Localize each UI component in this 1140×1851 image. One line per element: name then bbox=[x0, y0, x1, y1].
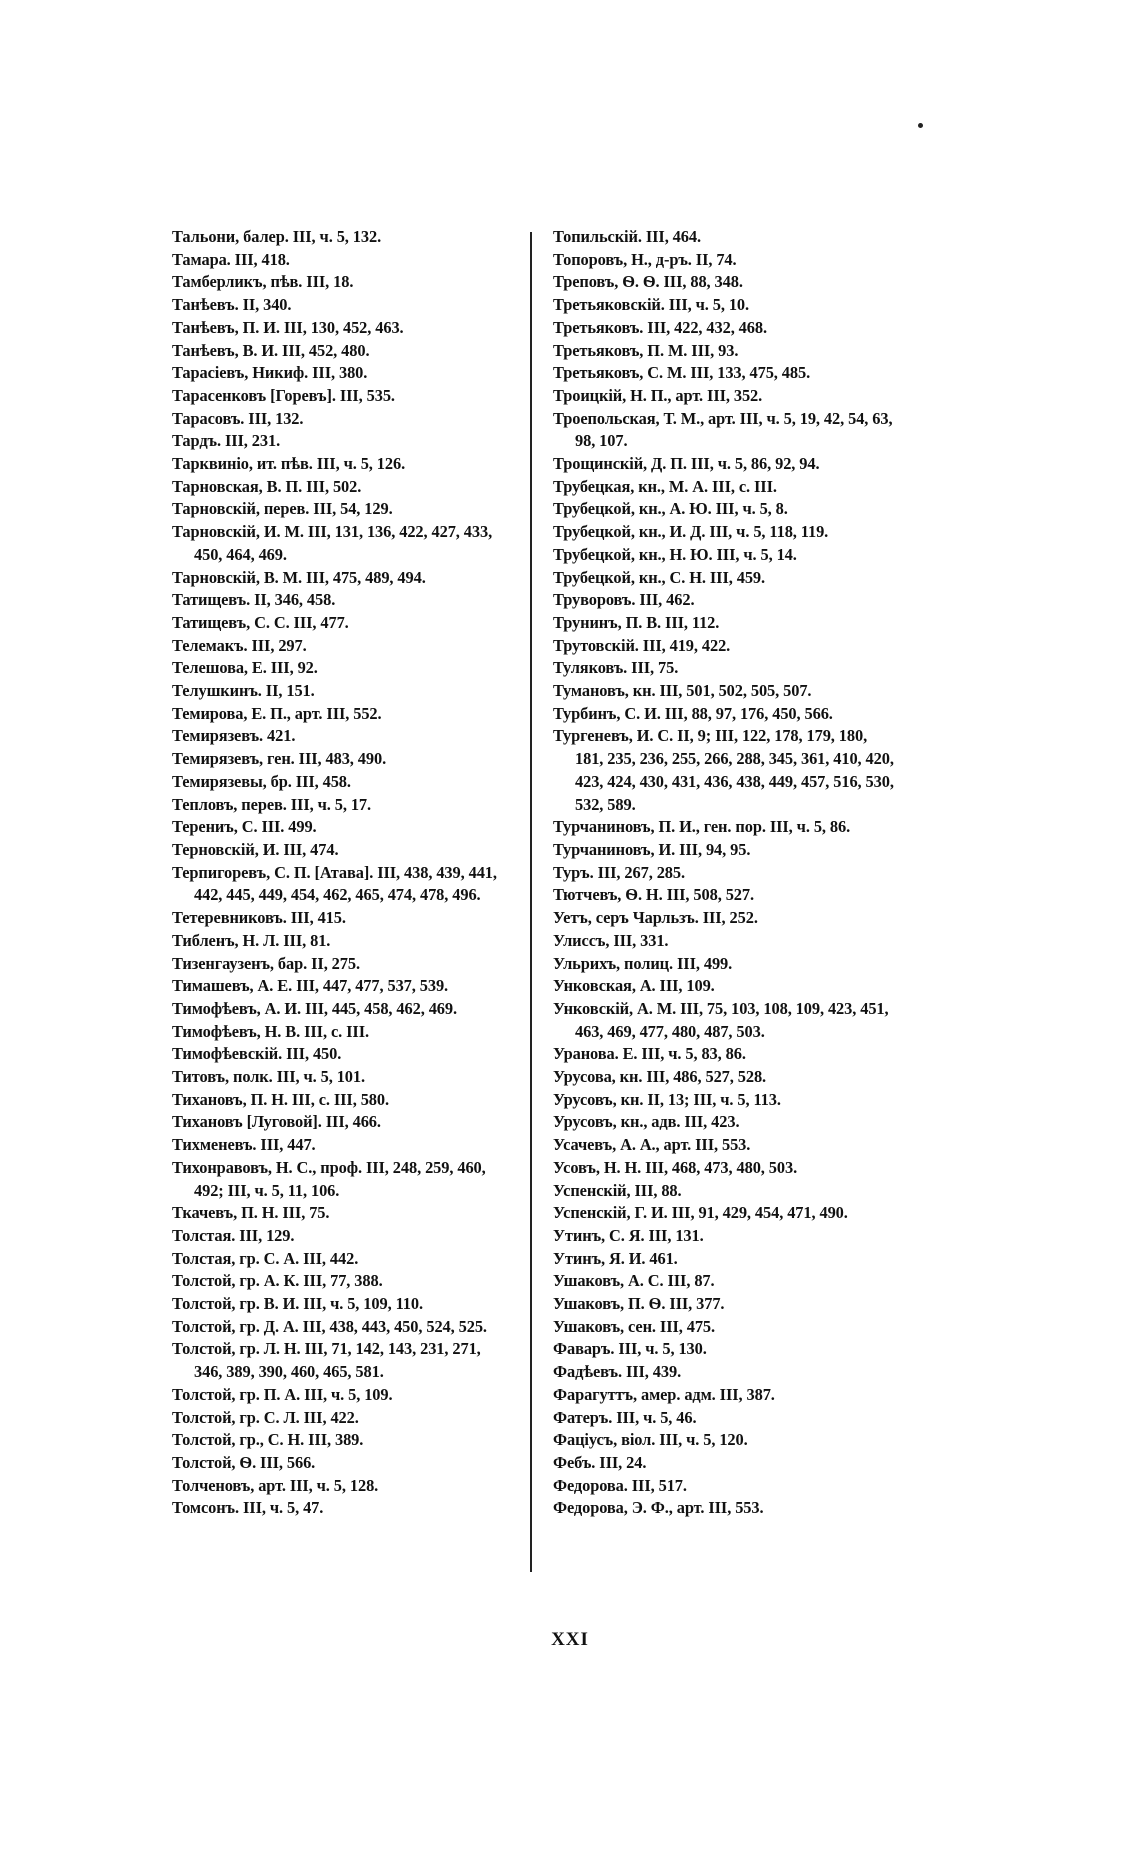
index-entry: Утинъ, Я. И. 461. bbox=[553, 1248, 678, 1268]
index-entry: Тибленъ, Н. Л. III, 81. bbox=[172, 930, 331, 950]
index-entry: Тимофѣевъ, А. И. III, 445, 458, 462, 469. bbox=[172, 998, 457, 1018]
index-entry: Треповъ, Ѳ. Ѳ. III, 88, 348. bbox=[553, 272, 743, 292]
index-entry: Трунинъ, П. В. III, 112. bbox=[553, 612, 720, 632]
index-entry: Толстой, гр. А. К. III, 77, 388. bbox=[172, 1271, 383, 1291]
index-entry: Тимофѣевъ, Н. В. III, с. III. bbox=[172, 1021, 369, 1041]
index-entry: Тамберликъ, пѣв. III, 18. bbox=[172, 272, 354, 292]
index-entry: Тумановъ, кн. III, 501, 502, 505, 507. bbox=[553, 681, 812, 701]
index-entry: Фарагуттъ, амер. адм. III, 387. bbox=[553, 1384, 775, 1404]
index-entry: Тардъ. III, 231. bbox=[172, 431, 281, 451]
index-entry: Темирязевъ. 421. bbox=[172, 726, 296, 746]
index-entry: Урусова, кн. III, 486, 527, 528. bbox=[553, 1067, 767, 1087]
index-entry: Томсонъ. III, ч. 5, 47. bbox=[172, 1498, 324, 1518]
index-entry: Терениъ, С. III. 499. bbox=[172, 817, 317, 837]
index-entry: Трощинскій, Д. П. III, ч. 5, 86, 92, 94. bbox=[553, 454, 820, 474]
index-entry: Тальони, балер. III, ч. 5, 132. bbox=[172, 227, 382, 246]
index-entry: Урусовъ, кн., адв. III, 423. bbox=[553, 1112, 740, 1132]
index-entry: Топоровъ, Н., д-ръ. II, 74. bbox=[553, 249, 737, 269]
index-entry: Федорова, Э. Ф., арт. III, 553. bbox=[553, 1498, 764, 1518]
index-entry: Толченовъ, арт. III, ч. 5, 128. bbox=[172, 1475, 379, 1495]
index-entry: Трубецкая, кн., М. А. III, с. III. bbox=[553, 476, 777, 496]
index-entry: Терпигоревъ, С. П. [Атава]. III, 438, 439, 441, 442, 445, 449, 454, 462, 465, 474, 478, 496. bbox=[172, 862, 497, 905]
index-entry: Ушаковъ, П. Ѳ. III, 377. bbox=[553, 1294, 725, 1314]
index-entry: Телешова, Е. III, 92. bbox=[172, 658, 318, 678]
index-column-right bbox=[553, 226, 898, 1520]
index-entry: Труворовъ. III, 462. bbox=[553, 590, 695, 610]
index-entry: Танѣевъ. II, 340. bbox=[172, 295, 292, 315]
index-entry: Фаціусъ, віол. III, ч. 5, 120. bbox=[553, 1430, 748, 1450]
index-entry: Фатеръ. III, ч. 5, 46. bbox=[553, 1407, 697, 1427]
index-entry: Темирязевы, бр. III, 458. bbox=[172, 771, 351, 791]
index-entry: Тарквиніо, ит. пѣв. III, ч. 5, 126. bbox=[172, 454, 406, 474]
index-entry: Турчаниновъ, П. И., ген. пор. III, ч. 5, 86. bbox=[553, 817, 851, 837]
index-entry: Тарасіевъ, Никиф. III, 380. bbox=[172, 363, 368, 383]
index-entry: Третьяковъ. III, 422, 432, 468. bbox=[553, 317, 767, 337]
index-column-left bbox=[172, 226, 512, 1520]
index-entry: Тарновскій, И. М. III, 131, 136, 422, 427, 433, 450, 464, 469. bbox=[172, 522, 493, 564]
index-entry: Успенскій, III, 88. bbox=[553, 1180, 682, 1200]
index-entry: Тарновскій, В. М. III, 475, 489, 494. bbox=[172, 567, 426, 587]
index-entry: Ушаковъ, сен. III, 475. bbox=[553, 1316, 716, 1336]
index-entry: Урусовъ, кн. II, 13; III, ч. 5, 113. bbox=[553, 1089, 781, 1109]
index-entry: Толстой, гр. П. А. III, ч. 5, 109. bbox=[172, 1384, 393, 1404]
index-entry: Тихановъ [Луговой]. III, 466. bbox=[172, 1112, 381, 1132]
index-entry: Тимофѣевскій. III, 450. bbox=[172, 1044, 342, 1064]
index-entry: Уранова. Е. III, ч. 5, 83, 86. bbox=[553, 1044, 746, 1064]
index-entry: Турбинъ, С. И. III, 88, 97, 176, 450, 566. bbox=[553, 703, 833, 723]
index-entry: Трубецкой, кн., И. Д. III, ч. 5, 118, 119. bbox=[553, 522, 829, 542]
index-entry: Троепольская, Т. М., арт. III, ч. 5, 19, 42, 54, 63, 98, 107. bbox=[553, 408, 893, 451]
index-entry: Третьяковъ, П. М. III, 93. bbox=[553, 340, 739, 360]
index-entry: Толстой, Ѳ. III, 566. bbox=[172, 1452, 316, 1472]
index-entry: Тетеревниковъ. III, 415. bbox=[172, 908, 346, 928]
page-number: XXI bbox=[551, 1629, 589, 1650]
index-entry: Туръ. III, 267, 285. bbox=[553, 862, 685, 882]
index-entry: Трубецкой, кн., Н. Ю. III, ч. 5, 14. bbox=[553, 544, 797, 564]
index-entry: Троицкій, Н. П., арт. III, 352. bbox=[553, 385, 763, 405]
index-entry: Татищевъ. II, 346, 458. bbox=[172, 590, 336, 610]
index-entry: Тарасенковъ [Горевъ]. III, 535. bbox=[172, 385, 395, 405]
index-entry: Усовъ, Н. Н. III, 468, 473, 480, 503. bbox=[553, 1157, 798, 1177]
index-entry: Терновскій, И. III, 474. bbox=[172, 839, 339, 859]
index-entry: Трутовскій. III, 419, 422. bbox=[553, 635, 731, 655]
index-entry: Усачевъ, А. А., арт. III, 553. bbox=[553, 1135, 751, 1155]
index-entry: Улиссъ, III, 331. bbox=[553, 930, 669, 950]
index-entry: Третьяковъ, С. М. III, 133, 475, 485. bbox=[553, 363, 811, 383]
index-entry: Тихановъ, П. Н. III, с. III, 580. bbox=[172, 1089, 389, 1109]
index-entry: Танѣевъ, П. И. III, 130, 452, 463. bbox=[172, 317, 404, 337]
index-entry: Толстой, гр. В. И. III, ч. 5, 109, 110. bbox=[172, 1294, 423, 1314]
index-entry: Трубецкой, кн., С. Н. III, 459. bbox=[553, 567, 766, 587]
index-entry: Темирова, Е. П., арт. III, 552. bbox=[172, 703, 382, 723]
index-entry: Фадѣевъ. III, 439. bbox=[553, 1362, 682, 1382]
index-entry: Фебъ. III, 24. bbox=[553, 1452, 647, 1472]
index-entry: Турчаниновъ, И. III, 94, 95. bbox=[553, 839, 751, 859]
index-entry: Тарновская, В. П. III, 502. bbox=[172, 476, 362, 496]
index-entry: Толстой, гр., С. Н. III, 389. bbox=[172, 1430, 364, 1450]
index-entry: Ульрихъ, полиц. III, 499. bbox=[553, 953, 733, 973]
index-entry: Тизенгаузенъ, бар. II, 275. bbox=[172, 953, 360, 973]
index-entry: Уетъ, серъ Чарльзъ. III, 252. bbox=[553, 908, 758, 928]
index-entry: Телушкинъ. II, 151. bbox=[172, 681, 315, 701]
index-entry: Третьяковскій. III, ч. 5, 10. bbox=[553, 295, 750, 315]
index-entry: Тихонравовъ, Н. С., проф. III, 248, 259, 460, 492; III, ч. 5, 11, 106. bbox=[172, 1157, 486, 1200]
index-entry: Ушаковъ, А. С. III, 87. bbox=[553, 1271, 715, 1291]
index-entry: Темирязевъ, ген. III, 483, 490. bbox=[172, 749, 387, 769]
index-entry: Утинъ, С. Я. III, 131. bbox=[553, 1225, 704, 1245]
index-entry: Тургеневъ, И. С. II, 9; III, 122, 178, 179, 180, 181, 235, 236, 255, 266, 288, 345, 361, 410, 420, 423, 424, 430, 431, 436, 438, 449, 457, 516, 530, 532, 589. bbox=[553, 726, 894, 814]
index-entry: Фаваръ. III, ч. 5, 130. bbox=[553, 1339, 707, 1359]
ink-speck bbox=[918, 123, 923, 128]
index-entry: Унковская, А. III, 109. bbox=[553, 976, 715, 996]
column-divider bbox=[530, 232, 532, 1572]
index-entry: Титовъ, полк. III, ч. 5, 101. bbox=[172, 1067, 365, 1087]
index-entry: Туляковъ. III, 75. bbox=[553, 658, 679, 678]
index-entry: Унковскій, А. М. III, 75, 103, 108, 109, 423, 451, 463, 469, 477, 480, 487, 503. bbox=[553, 998, 889, 1041]
index-entry: Толстая, гр. С. А. III, 442. bbox=[172, 1248, 359, 1268]
index-entry: Тарновскій, перев. III, 54, 129. bbox=[172, 499, 393, 519]
index-entry: Толстой, гр. Л. Н. III, 71, 142, 143, 231, 271, 346, 389, 390, 460, 465, 581. bbox=[172, 1339, 481, 1382]
index-entry: Тамара. III, 418. bbox=[172, 249, 290, 269]
index-entry: Топильскій. III, 464. bbox=[553, 227, 701, 246]
index-entry: Трубецкой, кн., А. Ю. III, ч. 5, 8. bbox=[553, 499, 788, 519]
index-entry: Танѣевъ, В. И. III, 452, 480. bbox=[172, 340, 370, 360]
index-entry: Тепловъ, перев. III, ч. 5, 17. bbox=[172, 794, 372, 814]
index-entry: Тимашевъ, А. Е. III, 447, 477, 537, 539. bbox=[172, 976, 449, 996]
index-entry: Тихменевъ. III, 447. bbox=[172, 1135, 316, 1155]
index-entry: Телемакъ. III, 297. bbox=[172, 635, 307, 655]
index-entry: Тютчевъ, Ѳ. Н. III, 508, 527. bbox=[553, 885, 754, 905]
index-entry: Федорова. III, 517. bbox=[553, 1475, 687, 1495]
index-entry: Толстой, гр. Д. А. III, 438, 443, 450, 524, 525. bbox=[172, 1316, 487, 1336]
index-entry: Толстой, гр. С. Л. III, 422. bbox=[172, 1407, 359, 1427]
index-entry: Тарасовъ. III, 132. bbox=[172, 408, 304, 428]
index-entry: Толстая. III, 129. bbox=[172, 1225, 295, 1245]
index-entry: Татищевъ, С. С. III, 477. bbox=[172, 612, 349, 632]
index-entry: Ткачевъ, П. Н. III, 75. bbox=[172, 1203, 330, 1223]
index-entry: Успенскій, Г. И. III, 91, 429, 454, 471, 490. bbox=[553, 1203, 848, 1223]
